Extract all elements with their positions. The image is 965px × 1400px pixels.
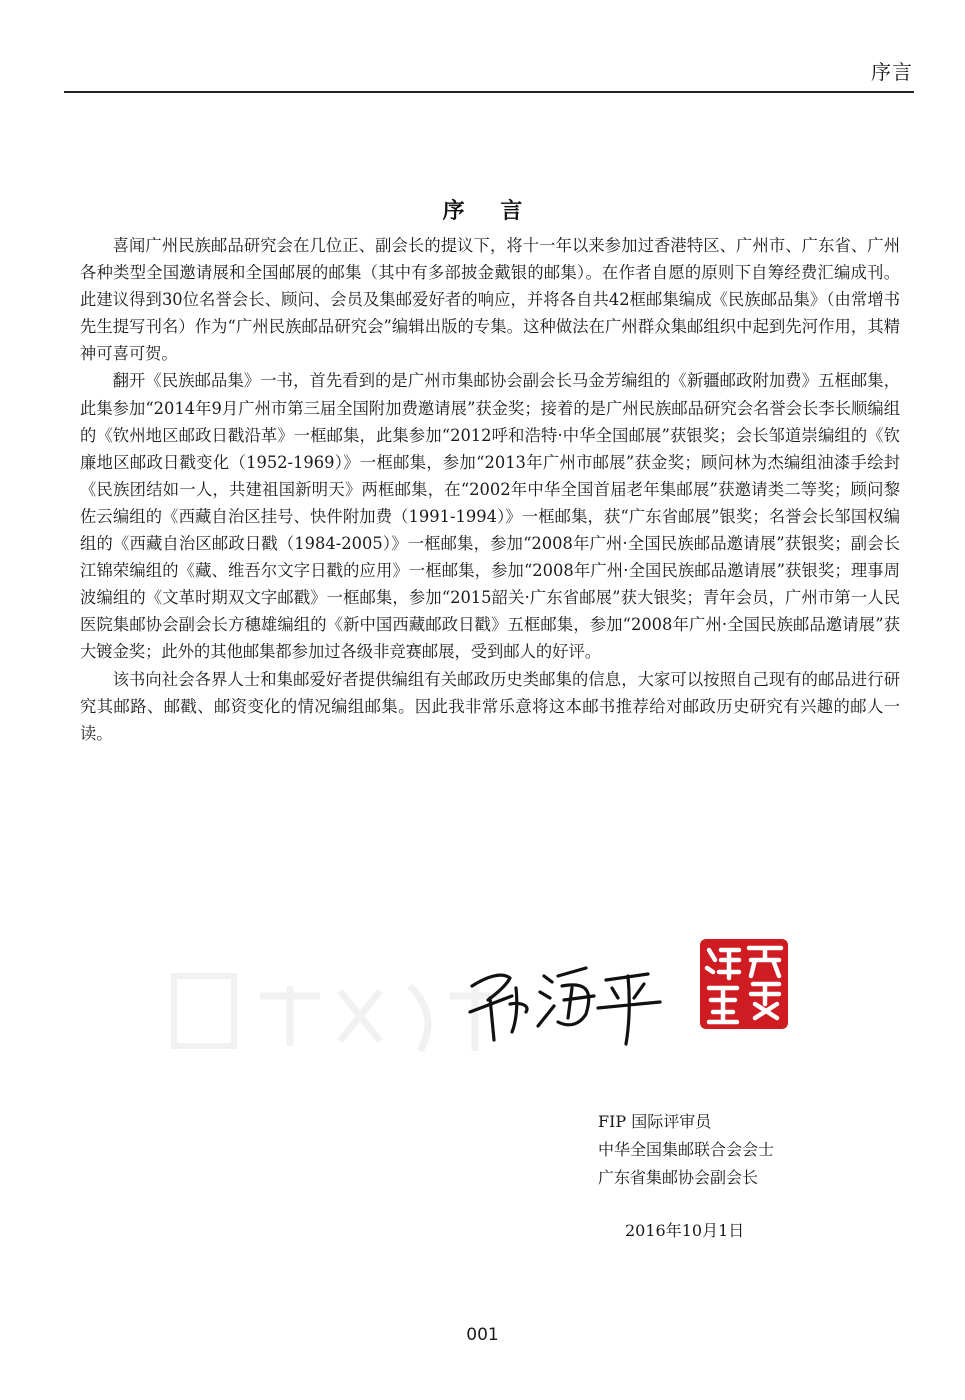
- credential-line-3: 广东省集邮协会副会长: [598, 1168, 759, 1187]
- running-header: 序言: [871, 60, 913, 84]
- credential-line-1: FIP 国际评审员: [598, 1112, 712, 1131]
- preface-date: 2016年10月1日: [625, 1221, 745, 1240]
- credential-line-2: 中华全国集邮联合会会士: [598, 1140, 775, 1159]
- page-title: 序 言: [442, 199, 537, 224]
- author-credentials: [598, 1108, 774, 1192]
- header-rule: [64, 91, 914, 93]
- seal-stamp: [699, 938, 789, 1030]
- paragraph-3: 该书向社会各界人士和集邮爱好者提供编组有关邮政历史类邮集的信息，大家可以按照自己现有的邮品进行研究其邮路、邮戳、邮资变化的情况编组邮集。因此我非常乐意将这本邮书推荐给对邮政历史研究有兴趣的邮人一读。: [80, 669, 900, 743]
- paragraph-2: 翻开《民族邮品集》一书，首先看到的是广州市集邮协会副会长马金芳编组的《新疆邮政附加费》五框邮集，此集参加“2014年9月广州市第三届全国附加费邀请展”获金奖；接着的是广州民族邮品研究会名誉会长李长顺编组的《钦州地区邮政日戳沿革》一框邮集，此集参加“2012呼和浩特·中华全国邮展”获银奖；会长邹道崇编组的《钦廉地区邮政日戳变化（1952-1969）》一框邮集，参加“2013年广州市邮展”获金奖；顾问林为杰编组油漆手绘封《民族团结如一人，共建祖国新明天》两框邮集，在“2002年中华全国首届老年集邮展”获邀请类二等奖；顾问黎佐云编组的《西藏自治区挂号、快件附加费（1991-1994）》一框邮集，获“广东省邮展”银奖；名誉会长邹国权编组的《西藏自治区邮政日戳（1984-2005）》一框邮集，参加“2008年广州·全国民族邮品邀请展”获银奖；副会长江锦荣编组的《藏、维吾尔文字日戳的应用》一框邮集，参加“2008年广州·全国民族邮品邀请展”获银奖；理事周波编组的《文革时期双文字邮戳》一框邮集，参加“2015韶关·广东省邮展”获大银奖；青年会员，广州市第一人民医院集邮协会副会长方穗雄编组的《新中国西藏邮政日戳》五框邮集，参加“2008年广州·全国民族邮品邀请展”获大镀金奖；此外的其他邮集都参加过各级非竞赛邮展，受到邮人的好评。: [80, 371, 900, 662]
- preface-body: [80, 232, 900, 747]
- watermark-shadow: [170, 966, 510, 1056]
- page-number: 001: [466, 1325, 499, 1345]
- paragraph-1: 喜闻广州民族邮品研究会在几位正、副会长的提议下，将十一年以来参加过香港特区、广州市、广东省、广州各种类型全国邀请展和全国邮展的邮集（其中有多部披金戴银的邮集）。在作者自愿的原则下自筹经费汇编成刊。此建议得到30位名誉会长、顾问、会员及集邮爱好者的响应，并将各自共42框邮集编成《民族邮品集》（由常增书先生提写刊名）作为“广州民族邮品研究会”编辑出版的专集。这种做法在广州群众集邮组织中起到先河作用，其精神可喜可贺。: [80, 236, 900, 364]
- handwritten-signature: [466, 948, 666, 1048]
